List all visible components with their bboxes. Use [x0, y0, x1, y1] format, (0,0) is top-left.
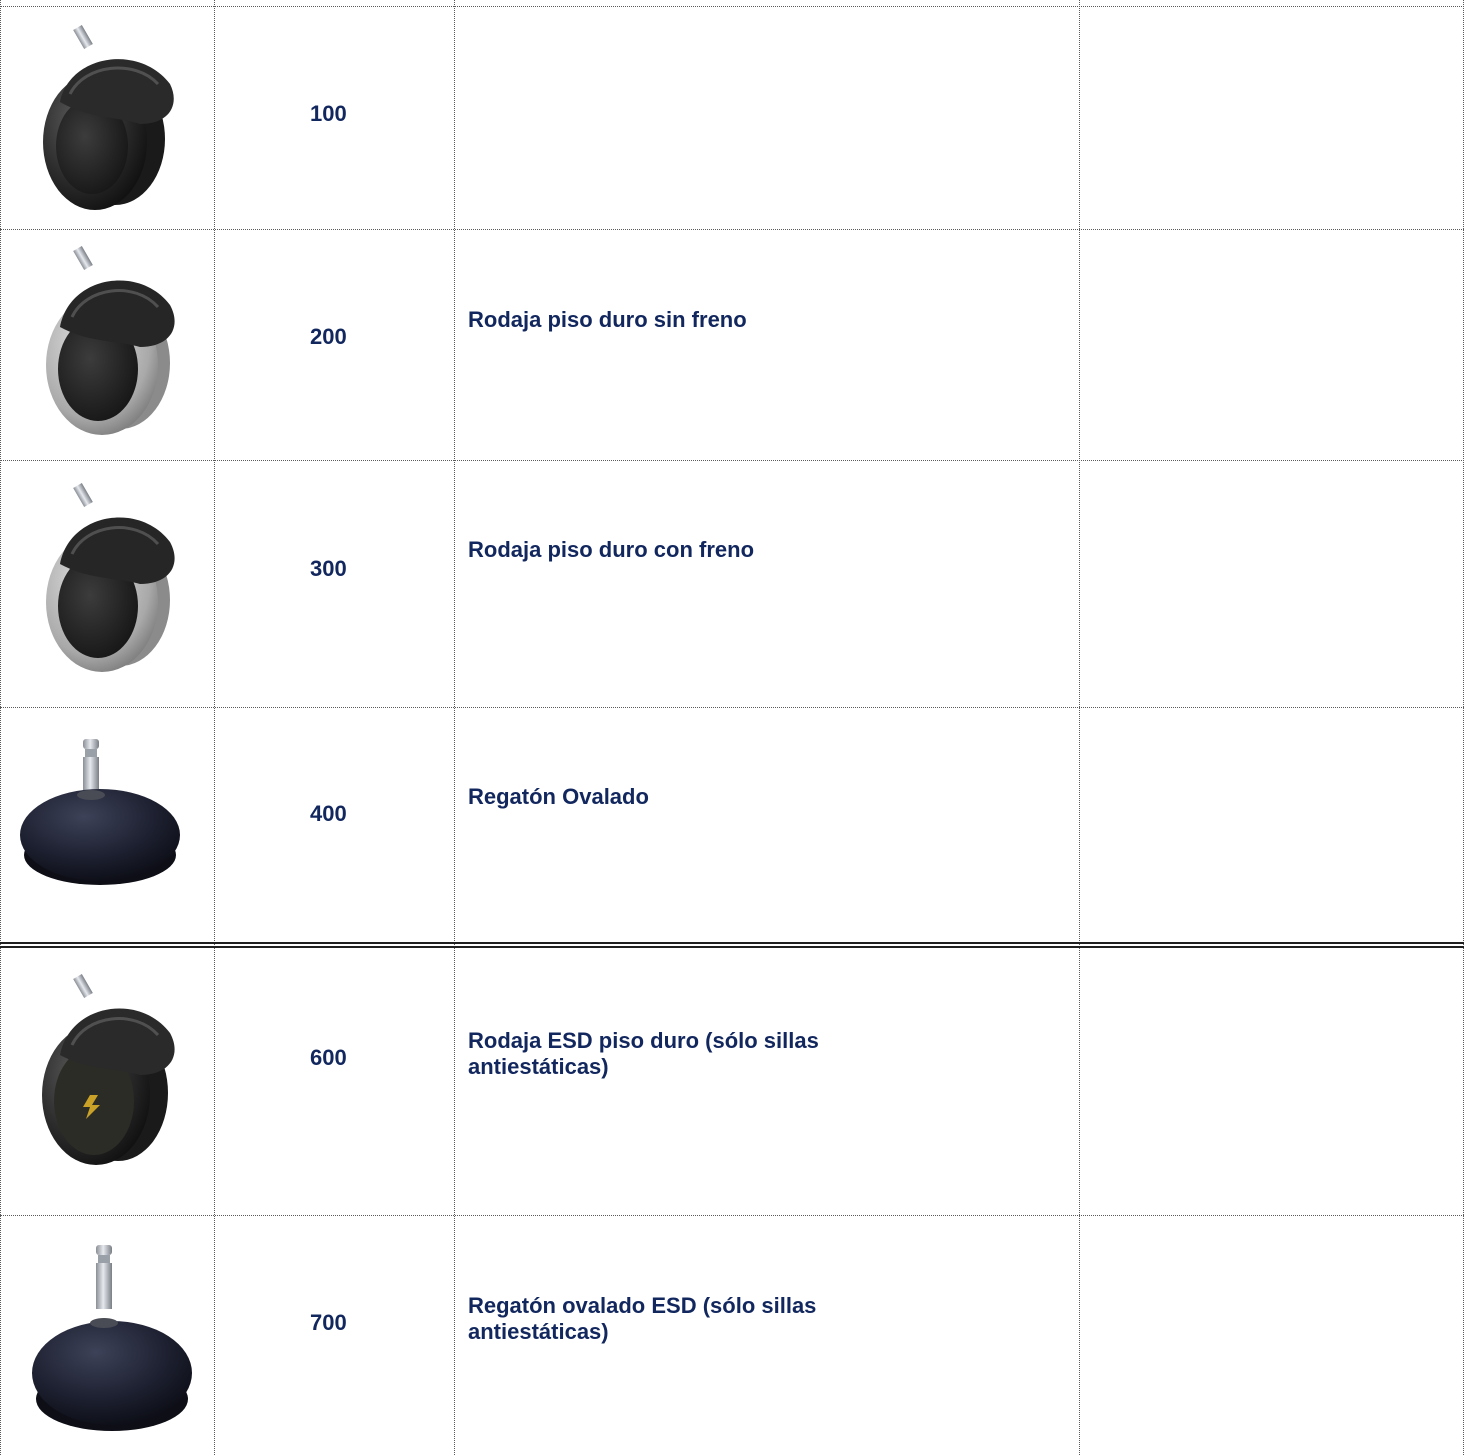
product-code: 400 [310, 801, 347, 826]
product-code: 600 [310, 1045, 347, 1070]
oval-glide-icon [20, 735, 200, 895]
product-code: 200 [310, 324, 347, 349]
table-row [0, 460, 1464, 707]
product-description: Rodaja piso duro sin freno [468, 307, 747, 332]
table-row [0, 6, 1464, 229]
caster-wheel-gray-rim-icon [20, 482, 200, 672]
product-description: Regatón Ovalado [468, 784, 649, 809]
product-description: Rodaja ESD piso duro (sólo sillas antiestáticas) [468, 1028, 819, 1079]
product-code: 300 [310, 556, 347, 581]
product-code: 100 [310, 101, 347, 126]
product-description: Regatón ovalado ESD (sólo sillas antiestáticas) [468, 1293, 817, 1344]
product-description: Rodaja piso duro con freno [468, 537, 755, 562]
table-row [0, 229, 1464, 460]
oval-glide-icon [20, 1231, 200, 1441]
product-code: 700 [310, 1310, 347, 1335]
table-row [0, 948, 1464, 1215]
table-row [0, 1215, 1464, 1455]
table-row [0, 707, 1464, 942]
caster-wheel-gray-rim-icon [20, 245, 200, 435]
caster-wheel-black-icon [20, 24, 200, 214]
caster-wheel-esd-icon [20, 973, 200, 1173]
